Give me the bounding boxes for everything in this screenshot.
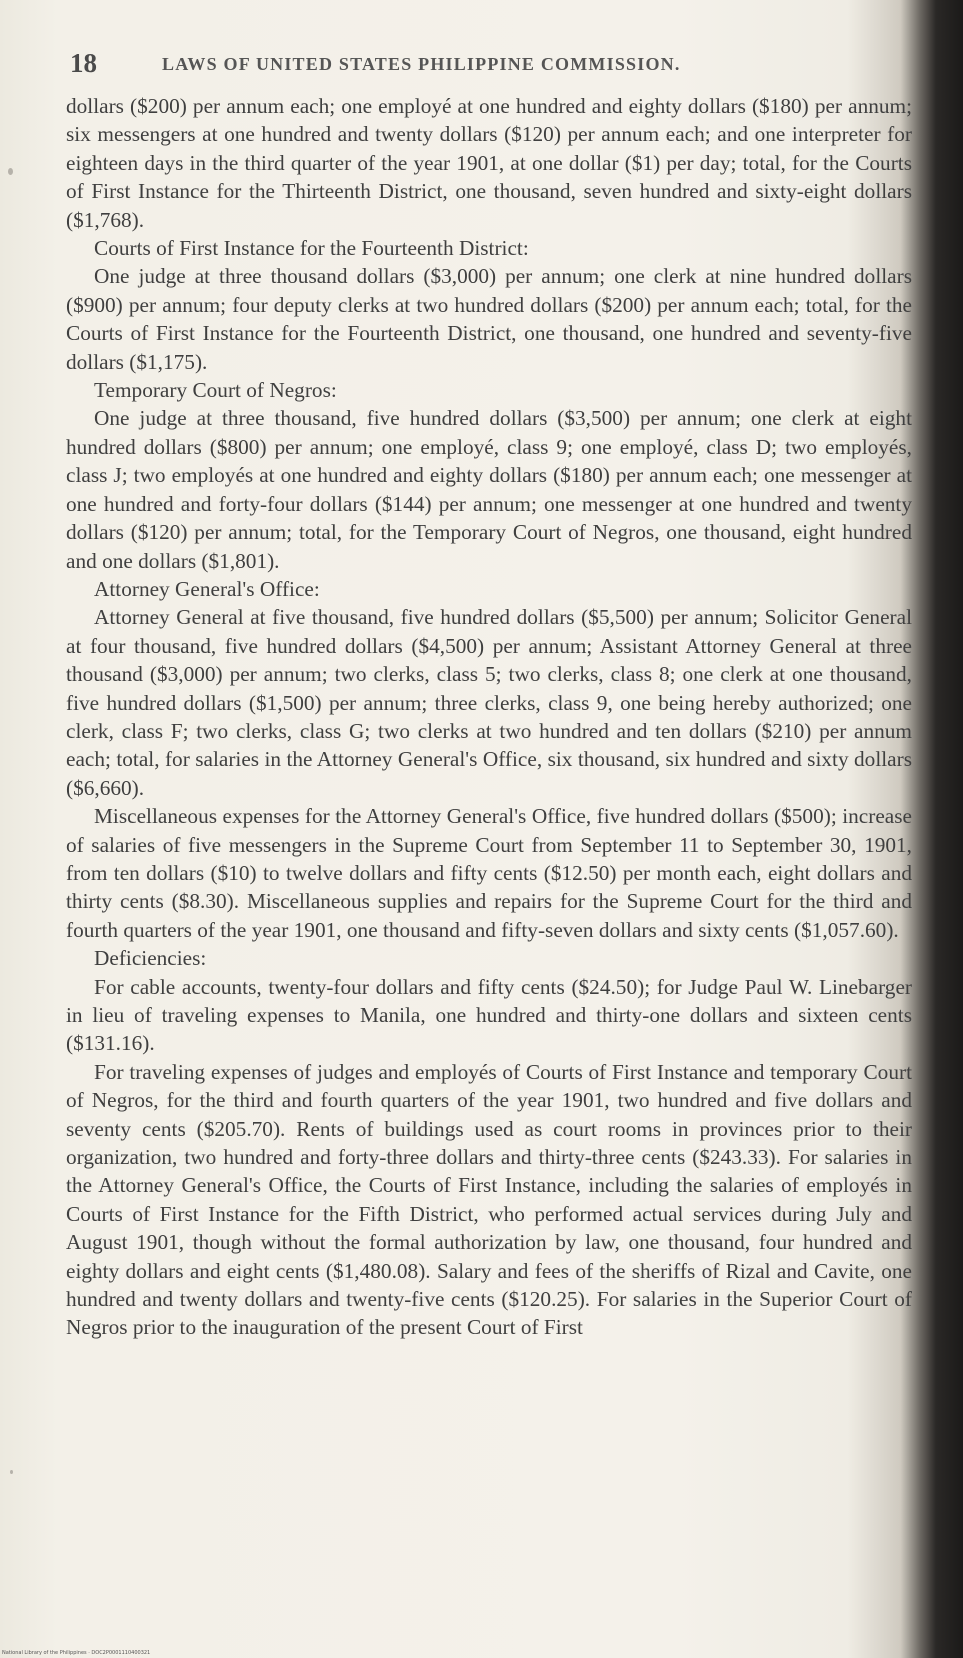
page-header bbox=[70, 48, 910, 84]
paragraph: Attorney General at five thousand, five hundred dollars ($5,500) per annum; Solicitor General at four thousand, five hundred dollars ($4,500) per annum; Assistant Attorney General at three thousand ($3,000) per annum; two clerks, class 5; two clerks, class 8; one clerk at one thousand, five hundred dollars ($1,500) per annum; three clerks, class 9, one being hereby authorized; one clerk, class F; two clerks, class G; two clerks at two hundred and ten dollars ($210) per annum each; total, for salaries in the Attorney General's Office, six thousand, six hundred and sixty dollars ($6,660). bbox=[66, 605, 912, 800]
body-text bbox=[66, 92, 912, 1342]
paragraph: One judge at three thousand dollars ($3,000) per annum; one clerk at nine hundred dollars ($900) per annum; four deputy clerks at two hundred dollars ($200) per annum each; total, for the Courts of First Instance for the Fourteenth District, one thousand, one hundred and seventy-five dollars ($1,175). bbox=[66, 264, 912, 374]
paragraph: One judge at three thousand, five hundred dollars ($3,500) per annum; one clerk at eight hundred dollars ($800) per annum; one employé, class 9; one employé, class D; two employés, class J; two employés at one hundred and eighty dollars ($180) per annum each; one messenger at one hundred and forty-four dollars ($144) per annum; one messenger at one hundred and twenty dollars ($120) per annum; total, for the Temporary Court of Negros, one thousand, eight hundred and one dollars ($1,801). bbox=[66, 406, 912, 573]
paragraph-continuation: dollars ($200) per annum each; one employé at one hundred and eighty dollars ($180) per annum; six messengers at one hundred and twenty dollars ($120) per annum each; and one interpreter for eighteen days in the third quarter of the year 1901, at one dollar ($1) per day; total, for the Courts of First Instance for the Thirteenth District, one thousand, seven hundred and sixty-eight dollars ($1,768). bbox=[66, 94, 912, 232]
paper-speck bbox=[10, 1470, 13, 1474]
paragraph: For cable accounts, twenty-four dollars and fifty cents ($24.50); for Judge Paul W. Linebarger in lieu of traveling expenses to Manila, one hundred and thirty-one dollars and sixteen cents ($131.16). bbox=[66, 974, 912, 1056]
section-heading: Deficiencies: bbox=[94, 946, 207, 971]
section-heading: Courts of First Instance for the Fourteenth District: bbox=[94, 236, 529, 261]
section-heading: Temporary Court of Negros: bbox=[94, 378, 337, 403]
page-number: 18 bbox=[70, 48, 97, 78]
paragraph: Miscellaneous expenses for the Attorney General's Office, five hundred dollars ($500); increase of salaries of five messengers in the Supreme Court from September 11 to September 30, 1901, from ten dollars ($10) to twelve dollars and fifty cents ($12.50) per month each, eight dollars and thirty cents ($8.30). Miscellaneous supplies and repairs for the Supreme Court for the third and fourth quarters of the year 1901, one thousand and fifty-seven dollars and sixty cents ($1,057.60). bbox=[66, 804, 912, 942]
paper-speck bbox=[8, 168, 13, 175]
running-head: LAWS OF UNITED STATES PHILIPPINE COMMISSION. bbox=[162, 54, 681, 74]
scan-footer-note: National Library of the Philippines · DOC2P0001110400321 bbox=[2, 1650, 151, 1656]
section-heading: Attorney General's Office: bbox=[94, 576, 320, 601]
paragraph: For traveling expenses of judges and employés of Courts of First Instance and temporary Court of Negros, for the third and fourth quarters of the year 1901, two hundred and five dollars and seventy cents ($205.70). Rents of buildings used as court rooms in provinces prior to their organization, two hundred and forty-three dollars and thirty-three cents ($243.33). For salaries in the Attorney General's Office, the Courts of First Instance, including the salaries of employés in Courts of First Instance for the Fifth District, who performed actual services during July and August 1901, though without the formal authorization by law, one thousand, four hundred and eighty dollars and eight cents ($1,480.08). Salary and fees of the sheriffs of Rizal and Cavite, one hundred and twenty dollars and twenty-five cents ($120.25). For salaries in the Superior Court of Negros prior to the inauguration of the present Court of First bbox=[66, 1059, 912, 1340]
